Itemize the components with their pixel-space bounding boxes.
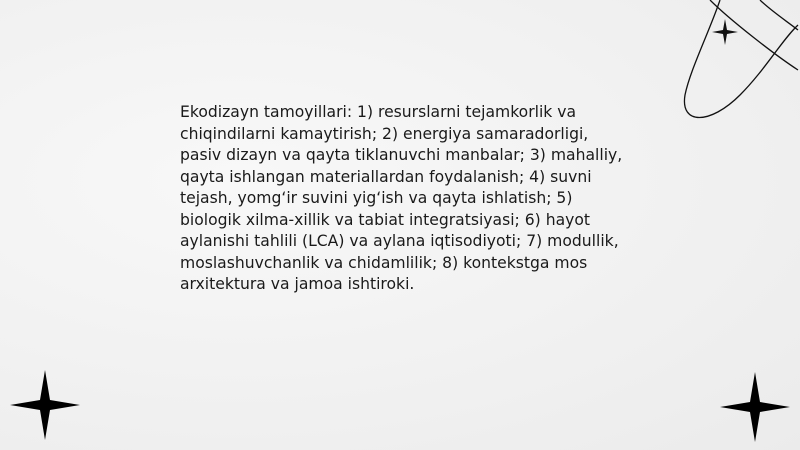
orbit-sparkle-icon <box>670 0 800 135</box>
four-point-star-icon <box>720 372 790 442</box>
four-point-star-icon <box>10 370 80 440</box>
slide-body-text: Ekodizayn tamoyillari: 1) resurslarni tejamkorlik va chiqindilarni kamaytirish; 2) energiya samaradorligi, pasiv dizayn va qayta tiklanuvchi manbalar; 3) mahalliy, qayta ishlangan materiallardan foydalanish; 4) suvni tejash, yomg‘ir suvini yig‘ish va qayta ishlatish; 5) biologik xilma-xillik va tabiat integratsiyasi; 6) hayot aylanishi tahlili (LCA) va aylana iqtisodiyoti; 7) modullik, moslashuvchanlik va chidamlilik; 8) kontekstga mos arxitektura va jamoa ishtiroki. <box>180 103 623 293</box>
